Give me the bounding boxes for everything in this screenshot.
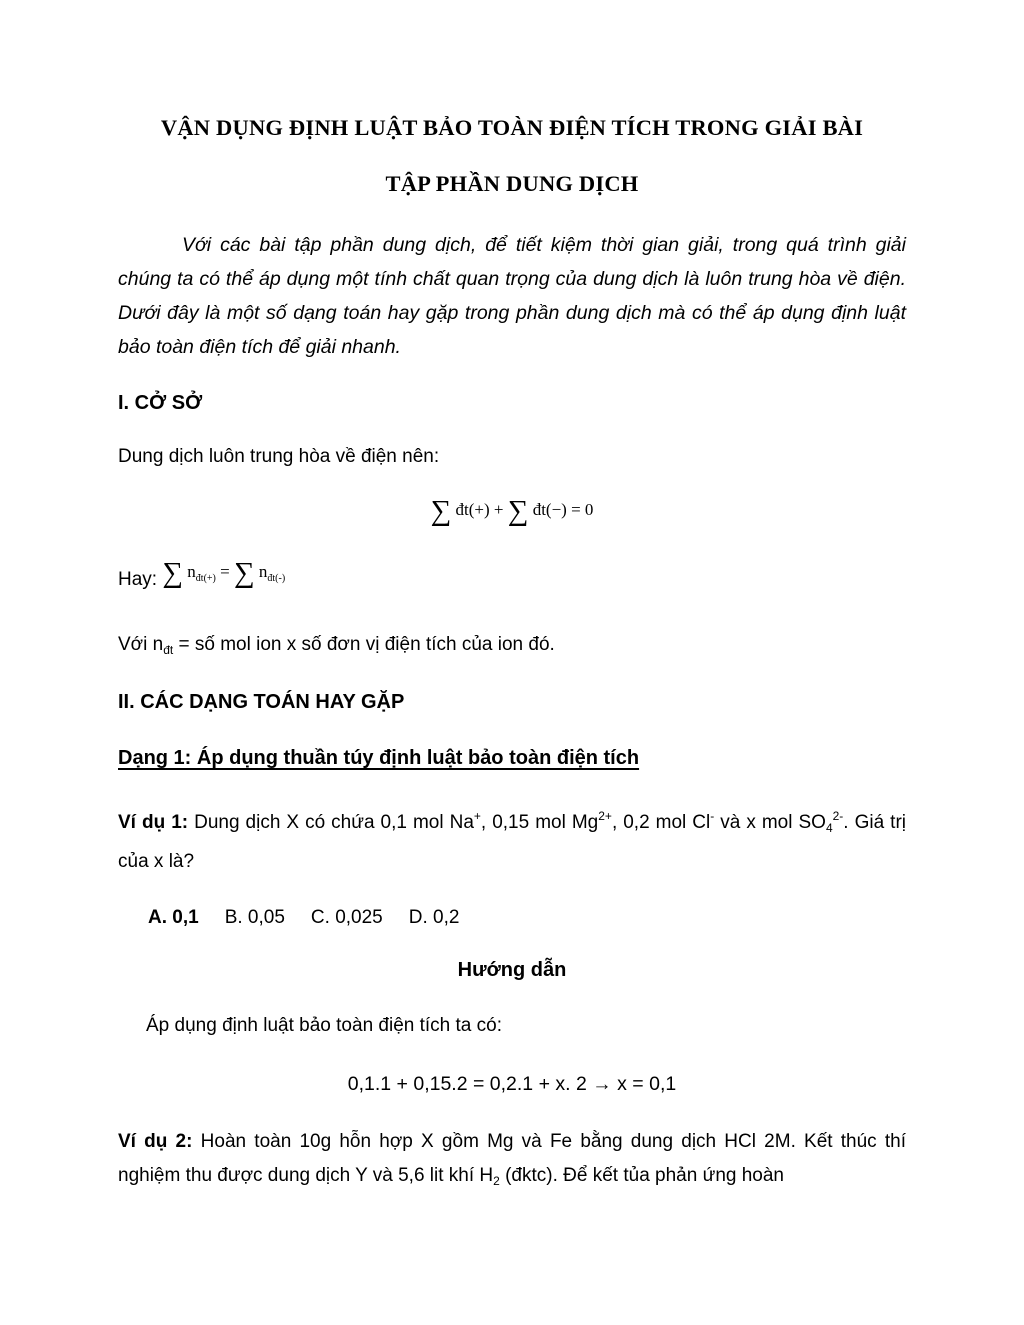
example-2-paragraph [118, 1125, 906, 1198]
text-segment: đt(−) = 0 [528, 500, 594, 519]
text-segment: 4 [825, 821, 833, 835]
text-segment: , 0,2 mol Cl [611, 812, 711, 833]
text-segment: đt [163, 643, 174, 657]
intro-paragraph: Với các bài tập phần dung dịch, để tiết kiệm thời gian giải, trong quá trình giải chúng ta có thể áp dụng một tính chất quan trọng của dung dịch là luôn trung hòa về điện. Dưới đây là một số dạng toán hay gặp trong phần dung dịch mà có thể áp dụng định luật bảo toàn điện tích để giải nhanh. [118, 234, 906, 358]
text-segment: n [254, 562, 268, 581]
text-segment: - [710, 809, 715, 823]
text-segment: (đktc). Để kết tủa phản ứng hoàn [499, 1165, 784, 1186]
text-segment: Dung dịch X có chứa 0,1 mol Na [188, 812, 474, 833]
charge-balance-lead: Dung dịch luôn trung hòa về điện nên: [118, 446, 440, 467]
text-segment: ∑ [233, 557, 255, 589]
mol-charge-formula [162, 552, 285, 599]
text-segment: = số mol ion x số đơn vị điện tích của ion đó. [173, 634, 555, 655]
charge-sum-formula [118, 490, 906, 530]
text-segment: 2- [832, 809, 844, 823]
text-segment: 2 [493, 1174, 500, 1188]
dang-1-heading: Dạng 1: Áp dụng thuần túy định luật bảo toàn điện tích [118, 747, 640, 769]
text-segment: A. 0,1 [148, 907, 199, 928]
hay-label: Hay: [118, 569, 158, 590]
solution-equation: 0,1.1 + 0,15.2 = 0,2.1 + x. 2 → x = 0,1 [347, 1073, 677, 1095]
text-segment: ∑ [162, 557, 184, 589]
text-segment: D. 0,2 [408, 907, 460, 928]
text-segment: đt(+) [195, 573, 216, 584]
example-1-paragraph [118, 799, 906, 879]
text-segment: . Giá trị của x là? [118, 812, 907, 872]
text-segment: Ví dụ 2: [118, 1131, 193, 1152]
text-segment: ∑ [507, 495, 529, 527]
text-segment: = [215, 562, 234, 581]
text-segment: B. 0,05 [224, 907, 285, 928]
text-segment: C. 0,025 [310, 907, 383, 928]
text-segment: ∑ [430, 495, 452, 527]
charge-note [118, 632, 906, 663]
text-segment: 2+ [598, 809, 612, 823]
answer-choices [118, 905, 906, 931]
solution-lead-paragraph: Áp dụng định luật bảo toàn điện tích ta có: [146, 1015, 502, 1036]
text-segment: + [473, 809, 481, 823]
title-line-2: TẬP PHẦN DUNG DỊCH [385, 171, 639, 196]
text-segment: đt(+) + [451, 500, 508, 519]
section-coso-heading: I. CỞ SỞ [118, 392, 203, 414]
text-segment: Với n [118, 634, 164, 655]
text-segment: Ví dụ 1: [118, 812, 189, 833]
page-title [118, 100, 906, 212]
text-segment: n [183, 562, 196, 581]
solution-heading: Hướng dẫn [457, 959, 567, 981]
text-segment: Hoàn toàn 10g hỗn hợp X gồm Mg và Fe bằng dung dịch HCl 2M. Kết thúc thí nghiệm thu được dung dịch Y và 5,6 lit khí H [118, 1131, 906, 1186]
text-segment: , 0,15 mol Mg [480, 812, 599, 833]
text-segment: đt(-) [267, 573, 286, 584]
mol-charge-formula-row [118, 557, 906, 604]
title-line-1: VẬN DỤNG ĐỊNH LUẬT BẢO TOÀN ĐIỆN TÍCH TRONG GIẢI BÀI [160, 115, 864, 140]
section-dangtoan-heading: II. CÁC DẠNG TOÁN HAY GẶP [118, 691, 405, 713]
text-segment: và x mol SO [714, 812, 826, 833]
